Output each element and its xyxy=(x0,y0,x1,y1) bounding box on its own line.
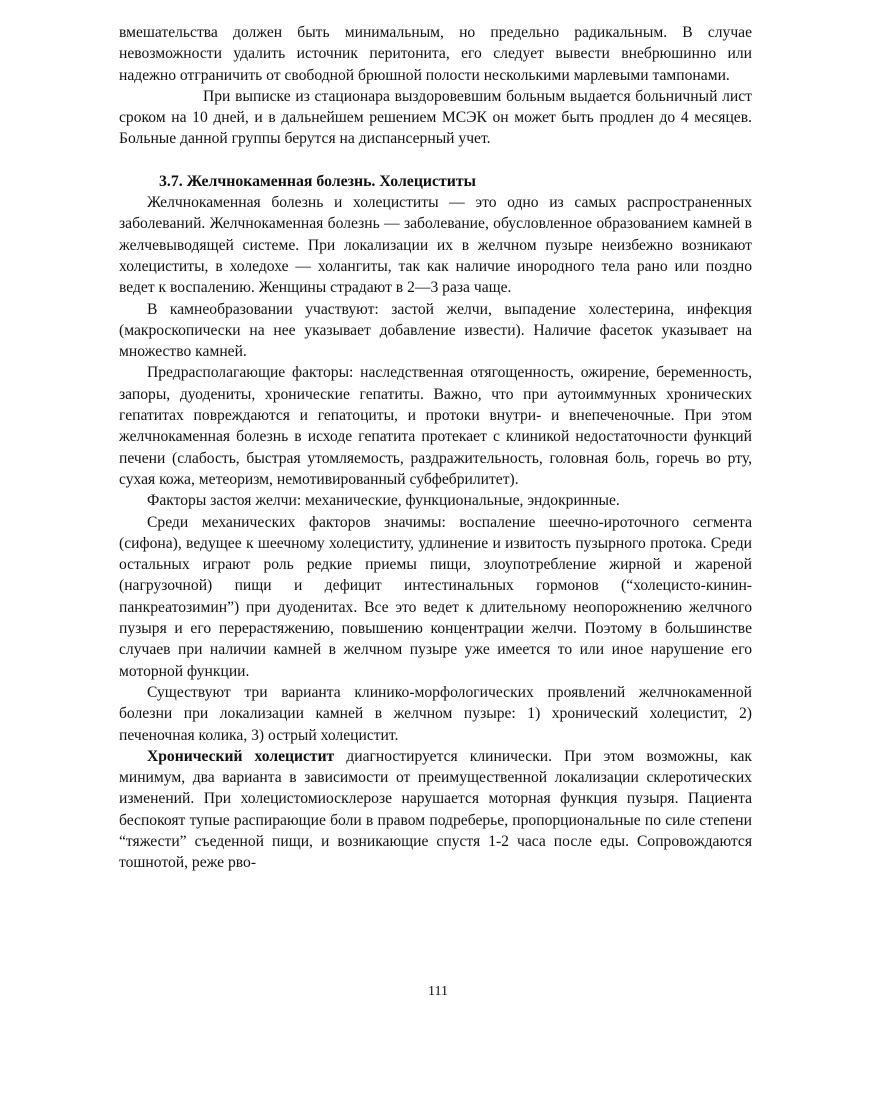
paragraph-chronic-cholecystitis xyxy=(119,746,752,874)
paragraph-stasis-factors: Факторы застоя желчи: механические, функциональные, эндокринные. xyxy=(147,492,620,510)
paragraph-stone-formation: В камнеобразовании участвуют: застой желчи, выпадение холестерина, инфекция (макроскопически на нее указывает добавление извести). Наличие фасеток указывает на множество камней. xyxy=(119,300,752,361)
document-page xyxy=(119,22,752,874)
page-number: 111 xyxy=(428,984,448,999)
term-chronic-cholecystitis: Хронический холецистит xyxy=(147,747,335,765)
paragraph-predisposing-factors: Предрасполагающие факторы: наследственная отягощенность, ожирение, беременность, запоры, дуодениты, хронические гепатиты. Важно, что при аутоиммунных хронических гепатитах повреждаются и гепатоциты, и протоки внутри- и внепеченочные. При этом желчнокаменная болезнь в исходе гепатита протекает с клиникой недостаточности функций печени (слабость, быстрая утомляемость, раздражительность, головная боль, горечь во рту, сухая кожа, метеоризм, немотивированный субфебрилитет). xyxy=(119,364,752,488)
paragraph-discharge: При выписке из стационара выздоровевшим больным выдается больничный лист сроком на 10 дней, и в дальнейшем решением МСЭК он может быть продлен до 4 месяцев. Больные данной группы берутся на диспансерный учет. xyxy=(119,87,752,148)
paragraph-chronic-cholecystitis-text: диагностируется клинически. При этом возможны, как минимум, два варианта в зависимости от преимущественной локализации склеротических изменений. При холецистомиосклерозе нарушается моторная функция пузыря. Пациента беспокоят тупые распирающие боли в правом подреберье, пропорциональные по силе степени “тяжести” съеденной пищи, и возникающие спустя 1-2 часа после еды. Сопровождаются тошнотой, реже рво- xyxy=(119,747,752,872)
paragraph-clinical-variants: Существуют три варианта клинико-морфологических проявлений желчнокаменной болезни при локализации камней в желчном пузыре: 1) хронический холецистит, 2) печеночная колика, 3) острый холецистит. xyxy=(119,683,752,744)
section-heading: 3.7. Желчнокаменная болезнь. Холециститы xyxy=(159,172,476,190)
paragraph-peritonitis-end: вмешательства должен быть минимальным, но предельно радикальным. В случае невозможности удалить источник перитонита, его следует вывести внебрюшинно или надежно отграничить от свободной брюшной полости несколькими марлевыми тампонами. xyxy=(119,24,752,84)
paragraph-mechanical-factors: Среди механических факторов значимы: воспаление шеечно-ироточного сегмента (сифона), ведущее к шеечному холециститу, удлинение и извитость пузырного протока. Среди остальных играют роль редкие приемы пищи, злоупотребление жирной и жареной (нагрузочной) пищи и дефицит интестинальных гормонов (“холецисто-кинин-панкреатозимин”) при дуоденитах. Все это ведет к длительному неопорожнению желчного пузыря и его перерастяжению, повышению концентрации желчи. Поэтому в большинстве случаев при наличии камней в желчном пузыре уже имеется то или иное нарушение его моторной функции. xyxy=(119,513,752,680)
paragraph-definition: Желчнокаменная болезнь и холециститы — это одно из самых распространенных заболеваний. Желчнокаменная болезнь — заболевание, обусловленное образованием камней в желчевыводящей системе. При локализации их в желчном пузыре неизбежно возникают холециститы, в холедохе — холангиты, так как наличие инородного тела рано или поздно ведет к воспалению. Женщины страдают в 2—3 раза чаще. xyxy=(119,194,752,297)
